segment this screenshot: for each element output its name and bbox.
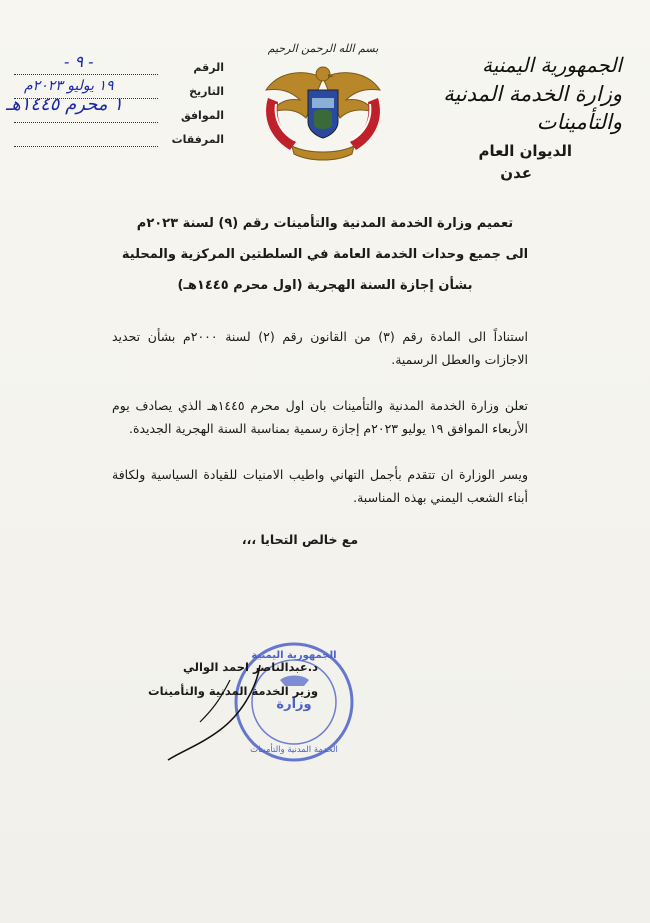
circular-title bbox=[40, 208, 610, 301]
corresponding-label: الموافق bbox=[180, 108, 224, 122]
title-line-1: تعميم وزارة الخدمة المدنية والتأمينات رقم (٩) لسنة ٢٠٢٣م bbox=[136, 216, 514, 231]
stamp-center-text: وزارة bbox=[276, 697, 312, 712]
signatory-title: وزير الخدمة المدنية والتأمينات bbox=[148, 684, 318, 698]
national-emblem-icon bbox=[248, 38, 398, 168]
city-name: عدن bbox=[500, 164, 532, 182]
number-value: - ٩ - bbox=[64, 51, 94, 71]
stamp-bottom-text: الخدمة المدنية والتأمينات bbox=[250, 745, 338, 755]
number-label: الرقم bbox=[193, 60, 224, 74]
signature-block bbox=[118, 655, 318, 703]
number-field bbox=[14, 51, 224, 79]
ministry-name: وزارة الخدمة المدنية والتأمينات bbox=[443, 82, 622, 134]
signatory-name: د.عبدالناصر احمد الوالي bbox=[183, 660, 318, 674]
closing-line: مع خالص التحايا ،،، bbox=[241, 532, 359, 547]
paragraph-2: تعلن وزارة الخدمة المدنية والتأمينات بان اول محرم ١٤٤٥هـ الذي يصادف يوم الأربعاء الموافق ١٩ يوليو ٢٠٢٣م إجازة رسمية بمناسبة السنة الهجرية الجديدة. bbox=[112, 398, 528, 436]
attachments-field bbox=[14, 127, 224, 151]
reference-fields bbox=[6, 51, 224, 151]
paragraph-3: ويسر الوزارة ان تتقدم بأجمل التهاني واطيب الامنيات للقيادة السياسية ولكافة أبناء الشعب اليمني بهذه المناسبة. bbox=[112, 467, 528, 505]
corresponding-value: ١ محرم ١٤٤٥هـ bbox=[6, 93, 123, 115]
republic-name: الجمهورية اليمنية bbox=[481, 53, 622, 77]
date-label: التاريخ bbox=[189, 84, 224, 98]
bismillah-text: بسم الله الرحمن الرحيم bbox=[267, 42, 379, 55]
date-value: ١٩ يوليو ٢٠٢٣م bbox=[24, 77, 114, 94]
stamp-top-text: الجمهورية اليمنية bbox=[251, 650, 337, 661]
office-name: الديوان العام bbox=[478, 142, 572, 160]
paragraph-1: استناداً الى المادة رقم (٣) من القانون رقم (٢) لسنة ٢٠٠٠م بشأن تحديد الاجازات والعطل الرسمية. bbox=[112, 329, 528, 367]
attachments-label: المرفقات bbox=[171, 132, 224, 146]
letter-body bbox=[112, 325, 528, 547]
title-line-3: بشأن إجازة السنة الهجرية (اول محرم ١٤٤٥هـ) bbox=[177, 278, 473, 293]
letterhead bbox=[412, 52, 622, 184]
corresponding-field bbox=[6, 93, 224, 127]
title-line-2: الى جميع وحدات الخدمة العامة في السلطتين المركزية والمحلية bbox=[121, 247, 529, 262]
